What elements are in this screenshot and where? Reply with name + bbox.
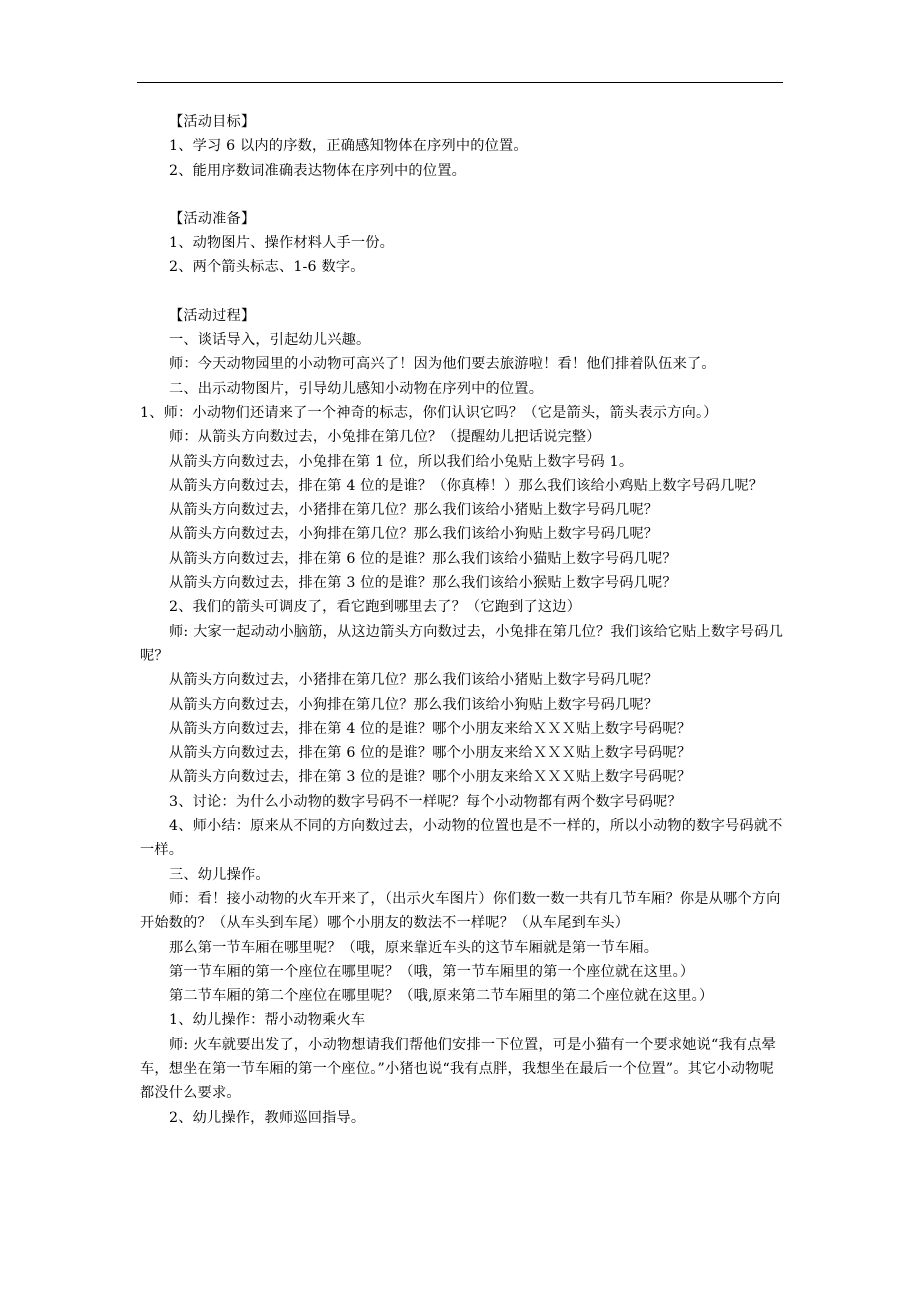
section-gap bbox=[140, 183, 786, 207]
paragraph: 师: 大家一起动动小脑筋，从这边箭头方向数过去，小兔排在第几位？我们该给它贴上数字号码几呢？ bbox=[140, 623, 783, 664]
paragraph: 从箭头方向数过去，小猪排在第几位？那么我们该给小猪贴上数字号码几呢？ bbox=[169, 502, 659, 519]
paragraph: 从箭头方向数过去，小狗排在第几位？那么我们该给小狗贴上数字号码几呢？ bbox=[169, 526, 659, 543]
paragraph: 第一节车厢的第一个座位在哪里呢？（哦，第一节车厢里的第一个座位就在这里。） bbox=[169, 963, 695, 980]
paragraph: 3、讨论：为什么小动物的数字号码不一样呢？每个小动物都有两个数字号码呢？ bbox=[169, 793, 682, 810]
paragraph: 1、学习 6 以内的序数，正确感知物体在序列中的位置。 bbox=[169, 138, 528, 155]
paragraph: 从箭头方向数过去，排在第 3 位的是谁？哪个小朋友来给ＸＸＸ贴上数字号码呢？ bbox=[169, 769, 692, 786]
paragraph: 从箭头方向数过去，小狗排在第几位？那么我们该给小狗贴上数字号码几呢？ bbox=[169, 696, 659, 713]
section-heading-goals: 【活动目标】 bbox=[169, 114, 256, 130]
paragraph: 2、两个箭头标志、1-6 数字。 bbox=[169, 259, 365, 276]
paragraph: 师：从箭头方向数过去，小兔排在第几位？（提醒幼儿把话说完整） bbox=[169, 429, 601, 446]
header-rule bbox=[137, 82, 783, 83]
section-heading-process: 【活动过程】 bbox=[169, 307, 256, 324]
paragraph: 4、师小结：原来从不同的方向数过去，小动物的位置也是不一样的，所以小动物的数字号码就不一样。 bbox=[140, 818, 783, 859]
paragraph: 师：今天动物园里的小动物可高兴了！因为他们要去旅游啦！看！他们排着队伍来了。 bbox=[169, 356, 716, 373]
paragraph: 2、幼儿操作，教师巡回指导。 bbox=[169, 1109, 366, 1126]
paragraph: 2、能用序数词准确表达物体在序列中的位置。 bbox=[169, 162, 466, 179]
section-heading-preparation: 【活动准备】 bbox=[169, 210, 256, 227]
paragraph: 师: 火车就要出发了，小动物想请我们帮他们安排一下位置，可是小猫有一个要求她说“我有点晕车，想坐在第一节车厢的第一个座位。”小猪也说“我有点胖，我想坐在最后一个位置”。其它小动物呢都没什么要求。 bbox=[140, 1036, 777, 1102]
document-body bbox=[140, 110, 786, 1130]
paragraph: 那么第一节车厢在哪里呢？（哦，原来靠近车头的这节车厢就是第一节车厢。 bbox=[169, 939, 659, 956]
paragraph: 三、幼儿操作。 bbox=[169, 866, 270, 883]
paragraph: 从箭头方向数过去，排在第 6 位的是谁？哪个小朋友来给ＸＸＸ贴上数字号码呢？ bbox=[169, 745, 692, 762]
paragraph: 从箭头方向数过去，小猪排在第几位？那么我们该给小猪贴上数字号码几呢？ bbox=[169, 672, 659, 689]
paragraph: 一、谈话导入，引起幼儿兴趣。 bbox=[169, 332, 371, 349]
paragraph: 1、动物图片、操作材料人手一份。 bbox=[169, 235, 395, 252]
paragraph: 2、我们的箭头可调皮了，看它跑到哪里去了？（它跑到了这边） bbox=[169, 599, 582, 616]
paragraph: 第二节车厢的第二个座位在哪里呢？（哦,原来第二节车厢里的第二个座位就在这里。） bbox=[169, 988, 714, 1005]
paragraph: 二、出示动物图片，引导幼儿感知小动物在序列中的位置。 bbox=[169, 380, 544, 397]
paragraph: 1、幼儿操作：帮小动物乘火车 bbox=[169, 1012, 366, 1029]
paragraph: 从箭头方向数过去，小兔排在第 1 位，所以我们给小兔贴上数字号码 1。 bbox=[169, 453, 634, 470]
paragraph: 1、师：小动物们还请来了一个神奇的标志，你们认识它吗？（它是箭头，箭头表示方向。） bbox=[140, 404, 718, 421]
section-gap bbox=[140, 280, 786, 304]
paragraph: 从箭头方向数过去，排在第 4 位的是谁？哪个小朋友来给ＸＸＸ贴上数字号码呢？ bbox=[169, 720, 692, 737]
paragraph: 师：看！接小动物的火车开来了，（出示火车图片）你们数一数一共有几节车厢？你是从哪个方向开始数的？（从车头到车尾）哪个小朋友的数法不一样呢？（从车尾到车头） bbox=[140, 890, 781, 932]
paragraph: 从箭头方向数过去，排在第 3 位的是谁？那么我们该给小猴贴上数字号码几呢？ bbox=[169, 575, 677, 592]
paragraph: 从箭头方向数过去，排在第 4 位的是谁？（你真棒！）那么我们该给小鸡贴上数字号码几呢？ bbox=[169, 477, 764, 494]
paragraph: 从箭头方向数过去，排在第 6 位的是谁？那么我们该给小猫贴上数字号码几呢？ bbox=[169, 550, 677, 567]
